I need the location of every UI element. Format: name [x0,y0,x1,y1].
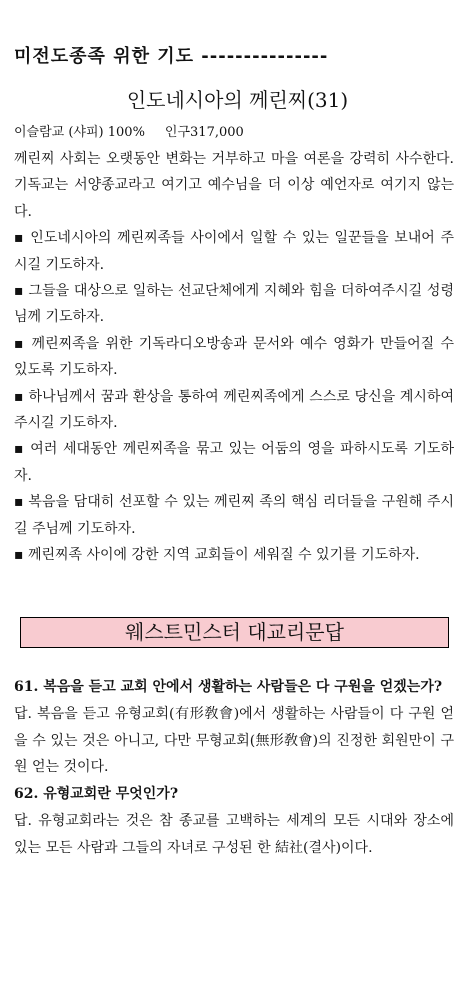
population-stat: 인구317,000 [164,125,244,140]
prayer-item: ▪ 인도네시아의 께린찌족들 사이에서 일할 수 있는 일꾼들을 보내어 주시길 기도하자. [14,225,454,278]
catechism-question: 62. 유형교회란 무엇인가? [14,786,179,803]
catechism-section [14,674,454,862]
prayer-section [14,146,454,569]
catechism-answer: 답. 복음을 듣고 유형교회(有形敎會)에서 생활하는 사람들이 다 구원 얻을 수 있는 것은 아니고, 다만 무형교회(無形敎會)의 진정한 회원만이 구원 얻는 것이다. [14,705,454,776]
intro-paragraph: 께린찌 사회는 오랫동안 변화는 거부하고 마을 여론을 강력히 사수한다. 기독교는 서양종교라고 여기고 예수님을 더 이상 예언자로 여기지 않는다. [14,151,454,220]
catechism-banner: 웨스트민스터 대교리문답 [20,617,449,648]
people-group-title: 인도네시아의 께린찌(31) [126,88,349,112]
prayer-item: ▪ 복음을 담대히 선포할 수 있는 께린찌 족의 핵심 리더들을 구원해 주시길 주님께 기도하자. [14,489,454,542]
prayer-item: ▪ 께린찌족 사이에 강한 지역 교회들이 세워질 수 있기를 기도하자. [14,542,454,568]
prayer-item: ▪ 하나님께서 꿈과 환상을 통하여 께린찌족에게 스스로 당신을 계시하여 주시길 기도하자. [14,384,454,437]
prayer-item: ▪ 께린찌족을 위한 기독라디오방송과 문서와 예수 영화가 만들어질 수 있도록 기도하자. [14,331,454,384]
prayer-item: ▪ 여러 세대동안 께린찌족을 묶고 있는 어둠의 영을 파하시도록 기도하자. [14,436,454,489]
page-header: 미전도종족 위한 기도 --------------- [14,46,329,67]
prayer-item: ▪ 그들을 대상으로 일하는 선교단체에게 지혜와 힘을 더하여주시길 성령님께 기도하자. [14,278,454,331]
catechism-answer: 답. 유형교회라는 것은 참 종교를 고백하는 세계의 모든 시대와 장소에 있는 모든 사람과 그들의 자녀로 구성된 한 結社(결사)이다. [14,812,454,856]
people-group-stats [14,121,244,140]
religion-stat: 이슬람교 (샤피) 100% [14,125,145,140]
catechism-question: 61. 복음을 듣고 교회 안에서 생활하는 사람들은 다 구원을 얻겠는가? [14,679,443,695]
